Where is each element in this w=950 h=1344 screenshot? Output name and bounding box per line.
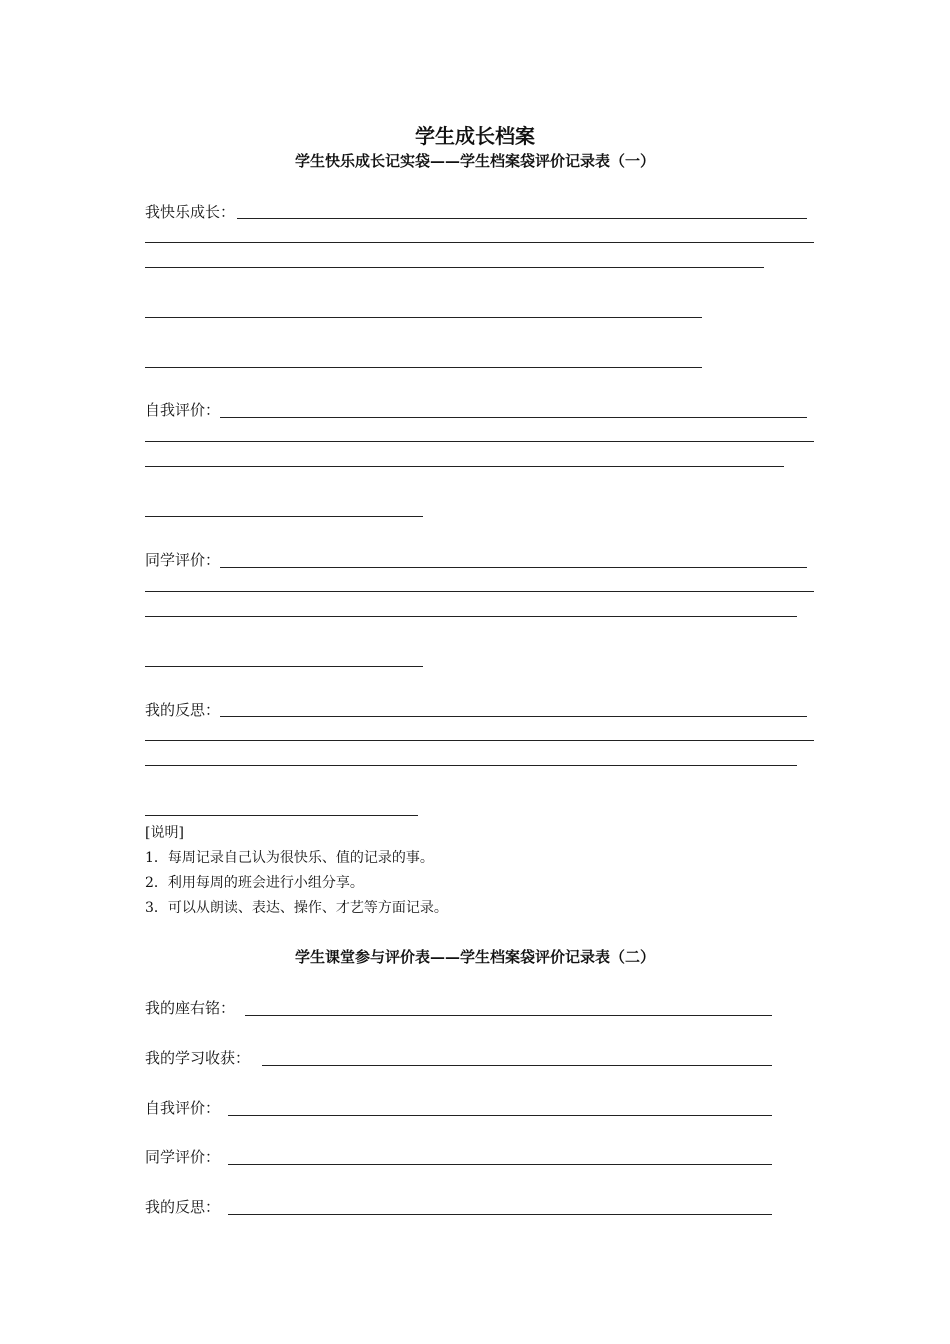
section2-reflection-label: 我的反思： <box>145 1198 221 1216</box>
page-title: 学生成长档案 <box>415 124 535 148</box>
growth-line-1[interactable] <box>237 218 807 219</box>
section2-peer-eval-line[interactable] <box>228 1164 772 1165</box>
growth-line-5[interactable] <box>145 367 702 368</box>
gains-label: 我的学习收获： <box>145 1049 251 1067</box>
reflection-line-2[interactable] <box>145 740 814 741</box>
note-item-3: 3．可以从朗读、表达、操作、才艺等方面记录。 <box>145 900 448 916</box>
self-eval-line-3[interactable] <box>145 466 784 467</box>
self-eval-label: 自我评价： <box>145 401 221 419</box>
reflection-line-1[interactable] <box>220 716 807 717</box>
note-item-2: 2．利用每周的班会进行小组分享。 <box>145 875 364 891</box>
reflection-line-3[interactable] <box>145 765 797 766</box>
section2-subtitle: 学生课堂参与评价表——学生档案袋评价记录表（二） <box>294 948 655 966</box>
reflection-label: 我的反思： <box>145 701 221 719</box>
growth-line-3[interactable] <box>145 267 764 268</box>
growth-label: 我快乐成长： <box>145 203 236 221</box>
peer-eval-line-1[interactable] <box>220 567 807 568</box>
self-eval-line-2[interactable] <box>145 441 814 442</box>
motto-line[interactable] <box>245 1015 772 1016</box>
section2-reflection-line[interactable] <box>228 1214 772 1215</box>
growth-line-4[interactable] <box>145 317 702 318</box>
motto-label: 我的座右铭： <box>145 999 236 1017</box>
note-item-1: 1．每周记录自己认为很快乐、值的记录的事。 <box>145 850 434 866</box>
peer-eval-line-4[interactable] <box>145 666 423 667</box>
section2-self-eval-label: 自我评价： <box>145 1099 221 1117</box>
notes-heading: [说明] <box>145 825 184 841</box>
section2-self-eval-line[interactable] <box>228 1115 772 1116</box>
peer-eval-label: 同学评价： <box>145 551 221 569</box>
self-eval-line-4[interactable] <box>145 516 423 517</box>
growth-line-2[interactable] <box>145 242 814 243</box>
self-eval-line-1[interactable] <box>220 417 807 418</box>
section1-subtitle: 学生快乐成长记实袋——学生档案袋评价记录表（一） <box>294 152 655 170</box>
peer-eval-line-3[interactable] <box>145 616 797 617</box>
peer-eval-line-2[interactable] <box>145 591 814 592</box>
gains-line[interactable] <box>262 1065 772 1066</box>
reflection-line-4[interactable] <box>145 815 418 816</box>
section2-peer-eval-label: 同学评价： <box>145 1148 221 1166</box>
